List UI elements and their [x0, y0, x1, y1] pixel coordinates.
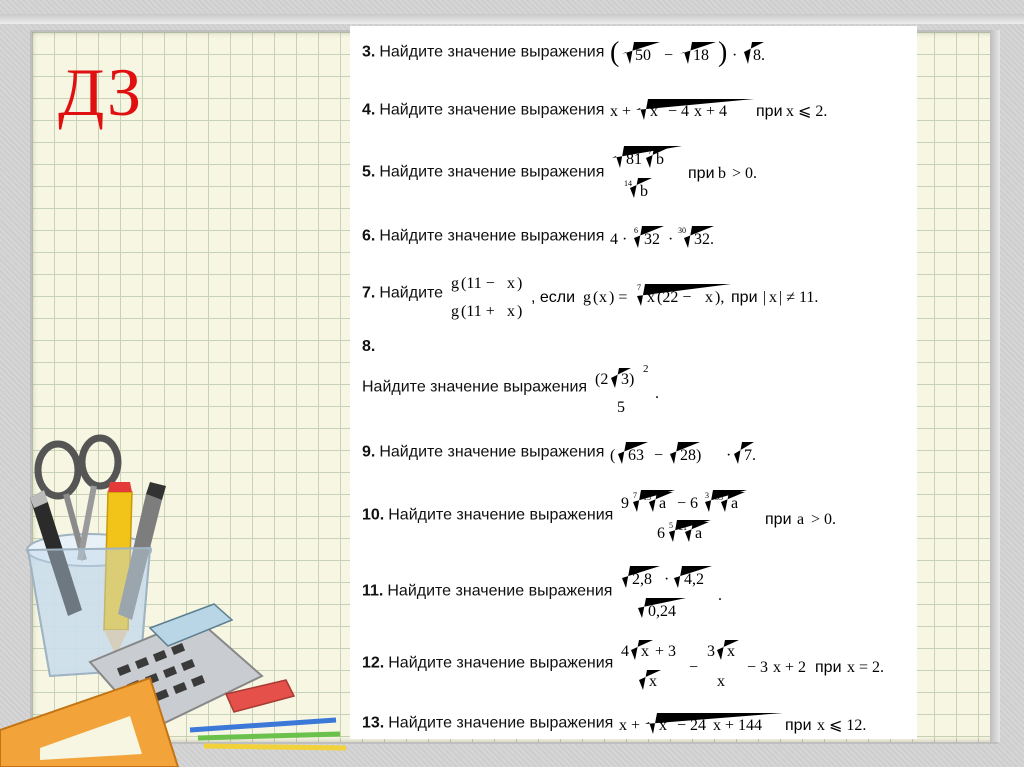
svg-text:+: + [631, 717, 641, 734]
task-label: Найдите значение выражения [379, 443, 605, 461]
svg-text:x: x [705, 289, 714, 306]
svg-text:+ 144: + 144 [725, 717, 763, 734]
svg-text:x: x [769, 289, 778, 306]
svg-text:4 ·: 4 · [610, 231, 628, 248]
svg-text:при: при [765, 511, 792, 528]
svg-text:),: ), [715, 289, 725, 306]
task-12 [362, 634, 917, 694]
svg-text:4,2: 4,2 [684, 571, 705, 588]
svg-text:(22 −: (22 − [657, 289, 692, 306]
svg-text:при: при [785, 717, 812, 734]
task-sheet [350, 26, 917, 739]
svg-text:при: при [731, 289, 758, 306]
svg-text:x: x [713, 717, 722, 734]
svg-text:7: 7 [633, 491, 638, 500]
task-label: Найдите значение выражения [388, 714, 614, 732]
stationery-illustration [0, 430, 350, 767]
svg-text:·: · [664, 571, 670, 588]
svg-text:+ 4: + 4 [706, 103, 728, 120]
svg-text:7: 7 [637, 283, 642, 292]
svg-text:| ≠ 11.: | ≠ 11. [779, 289, 819, 306]
task-number: 4. [362, 101, 376, 119]
svg-text:> 0.: > 0. [732, 165, 758, 182]
svg-text:6: 6 [657, 525, 666, 542]
svg-text:(11 −: (11 − [461, 275, 495, 292]
svg-text:−: − [689, 659, 699, 676]
task-number: 3. [362, 43, 376, 61]
svg-text:15: 15 [643, 493, 652, 502]
task-6 [362, 222, 768, 252]
svg-text:⩽ 12.: ⩽ 12. [829, 717, 867, 734]
task-7-formula [447, 266, 867, 322]
svg-text:+: + [622, 103, 632, 120]
task-label: Найдите [379, 284, 444, 302]
task-label: Найдите значение выражения [388, 506, 614, 524]
task-3-formula [608, 36, 778, 70]
svg-text:(11 +: (11 + [461, 303, 495, 320]
svg-text:x: x [659, 717, 668, 734]
svg-text:2: 2 [643, 363, 649, 375]
svg-text:x: x [650, 103, 659, 120]
task-9 [362, 438, 788, 468]
svg-text:3: 3 [707, 643, 716, 660]
svg-text:): ) [517, 275, 523, 292]
task-label: Найдите значение выражения [362, 378, 588, 396]
task-number: 7. [362, 284, 376, 302]
svg-text:a: a [659, 495, 667, 512]
svg-text:x: x [847, 659, 856, 676]
svg-text:3): 3) [621, 371, 635, 388]
svg-text:x: x [717, 673, 726, 690]
task-8-formula [591, 360, 681, 416]
frame-right-edge [990, 30, 1000, 742]
svg-text:9: 9 [621, 495, 630, 512]
task-4-formula [608, 96, 848, 126]
task-7 [362, 266, 867, 322]
task-13-formula [617, 710, 907, 738]
svg-text:x: x [694, 103, 703, 120]
svg-text:|: | [763, 289, 767, 306]
svg-text:2: 2 [659, 98, 665, 110]
homework-title: ДЗ [58, 54, 143, 130]
task-10 [362, 486, 887, 546]
svg-text:x: x [599, 289, 608, 306]
svg-text:, если: , если [531, 289, 576, 306]
task-number: 6. [362, 227, 376, 245]
svg-text:): ) [718, 37, 728, 68]
svg-text:(2: (2 [595, 371, 609, 388]
task-11-formula [616, 564, 756, 620]
svg-text:35: 35 [715, 493, 724, 502]
task-4 [362, 96, 848, 126]
task-8-body [362, 360, 681, 416]
svg-text:a: a [731, 495, 739, 512]
svg-text:a: a [695, 525, 703, 542]
svg-text:28): 28) [680, 447, 702, 464]
svg-text:= 2.: = 2. [859, 659, 885, 676]
svg-text:x: x [773, 659, 782, 676]
svg-text:21: 21 [679, 523, 688, 532]
svg-text:b: b [656, 151, 665, 168]
svg-text:7.: 7. [744, 447, 757, 464]
svg-text:5: 5 [617, 399, 626, 416]
task-3 [362, 36, 778, 70]
svg-text:5: 5 [669, 521, 674, 530]
svg-text:− 3: − 3 [747, 659, 769, 676]
svg-text:x: x [619, 717, 628, 734]
triangle-ruler-icon [0, 678, 178, 767]
frame-top-edge [0, 14, 1024, 24]
svg-text:g: g [583, 289, 592, 306]
svg-text:x: x [786, 103, 795, 120]
svg-text:6: 6 [634, 226, 639, 235]
svg-text:0,24: 0,24 [648, 603, 677, 620]
task-label: Найдите значение выражения [388, 654, 614, 672]
task-number: 10. [362, 506, 385, 524]
task-label: Найдите значение выражения [379, 101, 605, 119]
svg-text:32.: 32. [694, 231, 715, 248]
svg-text:x: x [507, 275, 516, 292]
svg-text:−: − [654, 447, 664, 464]
svg-text:при: при [815, 659, 842, 676]
svg-text:(: ( [610, 447, 616, 464]
svg-text:(: ( [593, 289, 599, 306]
svg-text:при: при [688, 165, 715, 182]
task-number: 11. [362, 582, 384, 600]
svg-text:a: a [797, 511, 805, 528]
svg-text:g: g [451, 275, 460, 292]
svg-text:8.: 8. [753, 47, 766, 64]
task-8 [362, 338, 375, 356]
svg-text:·: · [732, 47, 738, 64]
task-11 [362, 564, 756, 620]
task-label: Найдите значение выражения [379, 43, 605, 61]
svg-text:⩽ 2.: ⩽ 2. [798, 103, 828, 120]
task-10-formula [617, 486, 887, 546]
svg-text:.: . [718, 587, 723, 604]
svg-text:): ) [517, 303, 523, 320]
task-12-formula [617, 634, 917, 694]
svg-text:x: x [641, 643, 650, 660]
task-number: 13. [362, 714, 385, 732]
svg-text:x: x [647, 289, 656, 306]
svg-text:− 6: − 6 [677, 495, 699, 512]
task-number: 5. [362, 163, 376, 181]
task-label: Найдите значение выражения [379, 227, 605, 245]
task-number: 8. [362, 338, 376, 355]
svg-text:·: · [668, 231, 674, 248]
task-9-formula [608, 438, 788, 468]
svg-text:g: g [451, 303, 460, 320]
task-5-formula [608, 144, 788, 202]
svg-text:81: 81 [626, 151, 643, 168]
svg-text:.: . [655, 385, 660, 402]
svg-text:− 4: − 4 [668, 103, 690, 120]
svg-text:7: 7 [648, 147, 653, 156]
task-13 [362, 710, 907, 738]
svg-text:> 0.: > 0. [811, 511, 837, 528]
svg-text:x: x [610, 103, 619, 120]
svg-text:x: x [507, 303, 516, 320]
svg-text:14: 14 [624, 179, 633, 188]
svg-text:3: 3 [705, 491, 710, 500]
task-5 [362, 144, 788, 202]
svg-text:50: 50 [635, 47, 652, 64]
svg-text:b: b [718, 165, 727, 182]
svg-text:x: x [727, 643, 736, 660]
svg-text:+ 3: + 3 [655, 643, 677, 660]
task-label: Найдите значение выражения [379, 163, 605, 181]
svg-text:32: 32 [644, 231, 661, 248]
task-number: 12. [362, 654, 385, 672]
svg-text:18: 18 [693, 47, 710, 64]
svg-text:x: x [817, 717, 826, 734]
task-6-formula [608, 222, 768, 252]
svg-text:+ 2: + 2 [785, 659, 807, 676]
svg-text:2: 2 [668, 712, 674, 724]
svg-text:) =: ) = [609, 289, 628, 306]
task-label: Найдите значение выражения [387, 582, 613, 600]
svg-text:2,8: 2,8 [632, 571, 653, 588]
svg-text:·: · [726, 447, 732, 464]
svg-text:30: 30 [678, 226, 687, 235]
svg-text:x: x [649, 673, 658, 690]
svg-text:(: ( [610, 37, 620, 68]
svg-text:4: 4 [621, 643, 630, 660]
svg-text:при: при [756, 103, 783, 120]
svg-text:b: b [640, 183, 649, 200]
svg-text:−: − [664, 47, 674, 64]
svg-text:63: 63 [628, 447, 645, 464]
svg-text:− 24: − 24 [677, 717, 707, 734]
task-number: 9. [362, 443, 376, 461]
